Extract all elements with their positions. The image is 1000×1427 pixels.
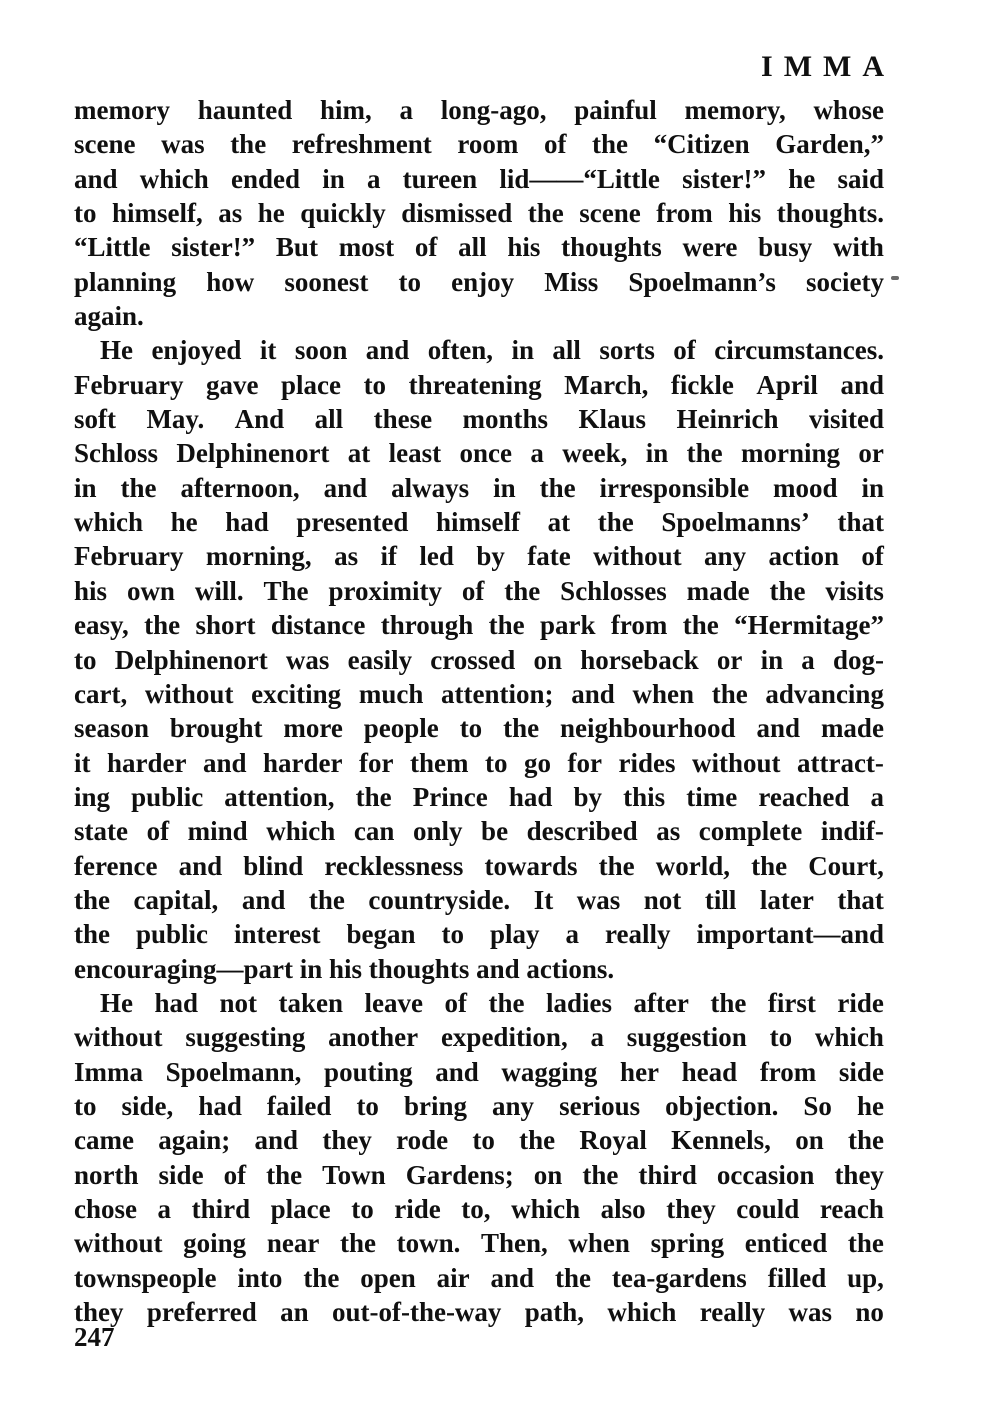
text-line: season brought more people to the neighbourhood and made (74, 713, 884, 744)
text-line: without suggesting another expedition, a suggestion to which (74, 1022, 884, 1053)
text-line: state of mind which can only be described as complete indif- (74, 816, 884, 847)
text-line: came again; and they rode to the Royal Kennels, on the (74, 1125, 884, 1156)
running-head-title: IMMA (761, 50, 895, 83)
body-text (74, 93, 884, 1329)
text-line: in the afternoon, and always in the irresponsible mood in (74, 472, 884, 503)
text-line: encouraging—part in his thoughts and actions. (74, 953, 615, 984)
text-line: He had not taken leave of the ladies after the first ride (100, 987, 884, 1018)
text-line: the public interest began to play a really important—and (74, 919, 884, 950)
text-line: planning how soonest to enjoy Miss Spoelmann’s society (74, 266, 884, 297)
text-line: to side, had failed to bring any serious objection. So he (74, 1090, 884, 1121)
text-line: chose a third place to ride to, which also they could reach (74, 1194, 884, 1224)
text-line: his own will. The proximity of the Schlosses made the visits (74, 575, 884, 606)
text-line: scene was the refreshment room of the “Citizen Garden,” (74, 129, 884, 160)
text-line: Imma Spoelmann, pouting and wagging her head from side (74, 1056, 884, 1087)
text-line: north side of the Town Gardens; on the third occasion they (74, 1159, 884, 1190)
scan-speck (891, 276, 899, 280)
text-line: and which ended in a tureen lid——“Little sister!” he said (74, 163, 884, 194)
text-line: ing public attention, the Prince had by this time reached a (74, 781, 884, 812)
text-line: townspeople into the open air and the tea-gardens filled up, (74, 1262, 884, 1293)
text-line: which he had presented himself at the Spoelmanns’ that (74, 507, 884, 538)
text-line: they preferred an out-of-the-way path, which really was no (74, 1297, 884, 1328)
text-line: it harder and harder for them to go for rides without attract- (74, 747, 884, 778)
text-line: Schloss Delphinenort at least once a week, in the morning or (74, 438, 884, 469)
text-line: to himself, as he quickly dismissed the scene from his thoughts. (74, 198, 884, 229)
text-line: “Little sister!” But most of all his thoughts were busy with (74, 232, 884, 263)
text-line: ference and blind recklessness towards the world, the Court, (74, 850, 884, 881)
text-line: February gave place to threatening March, fickle April and (74, 369, 884, 400)
page-number: 247 (74, 1322, 115, 1352)
text-line: He enjoyed it soon and often, in all sorts of circumstances. (100, 335, 884, 366)
text-line: the capital, and the countryside. It was not till later that (74, 884, 884, 915)
text-line: memory haunted him, a long-ago, painful memory, whose (74, 95, 884, 125)
text-line: February morning, as if led by fate without any action of (74, 541, 884, 572)
text-line: to Delphinenort was easily crossed on horseback or in a dog- (74, 644, 884, 675)
text-line: without going near the town. Then, when spring enticed the (74, 1228, 884, 1259)
text-line: again. (74, 301, 144, 332)
text-line: soft May. And all these months Klaus Heinrich visited (74, 404, 884, 435)
text-line: easy, the short distance through the park from the “Hermitage” (74, 610, 884, 641)
text-line: cart, without exciting much attention; and when the advancing (74, 678, 884, 709)
